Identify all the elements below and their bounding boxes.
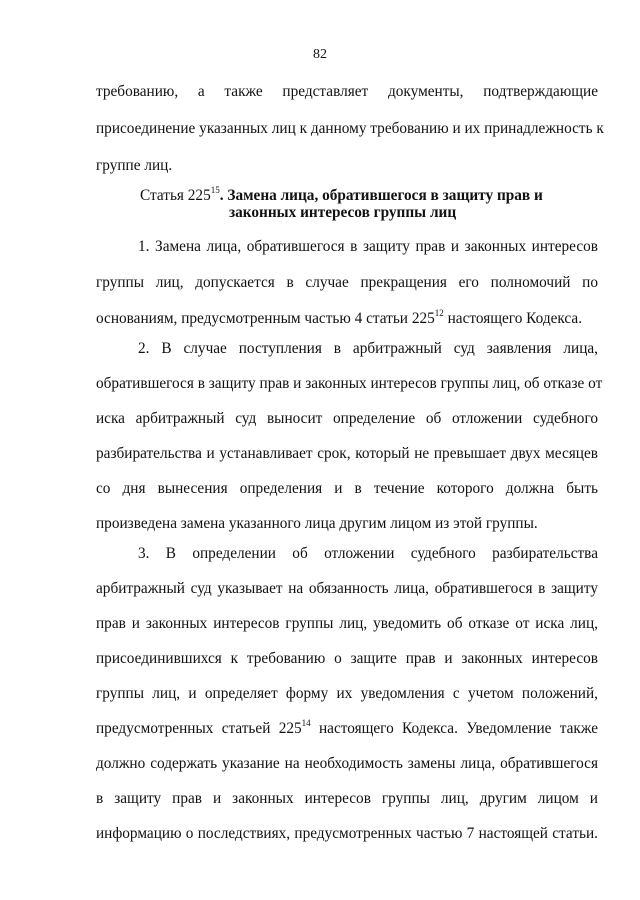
text-line: 3. В определении об отложении судебного разбирательства	[138, 545, 598, 562]
article-title-part-2: законных интересов группы лиц	[229, 204, 457, 221]
text-line: группе лиц.	[96, 157, 173, 174]
text-line: 2. В случае поступления в арбитражный суд заявления лица,	[138, 340, 598, 357]
article-heading	[96, 184, 598, 221]
page-number: 82	[313, 47, 327, 62]
article-prefix: Статья 225	[140, 187, 211, 204]
intro-paragraph	[96, 83, 604, 174]
text-line: обратившегося в защиту прав и законных интересов группы лиц, об отказе от	[96, 375, 603, 392]
text-fragment: предусмотренных статьей 225	[96, 720, 302, 737]
text-line: должно содержать указание на необходимость замены лица, обратившегося	[96, 755, 598, 772]
text-fragment: основаниям, предусмотренным частью 4 статьи 225	[96, 310, 435, 327]
superscript: 14	[301, 717, 311, 728]
text-line: 1. Замена лица, обратившегося в защиту прав и законных интересов	[138, 238, 598, 255]
superscript: 12	[434, 307, 444, 318]
text-fragment: настоящего Кодекса. Уведомление также	[310, 720, 599, 737]
text-line: группы лиц, допускается в случае прекращения его полномочий по	[96, 274, 598, 291]
text-line: прав и законных интересов группы лиц, уведомить об отказе от иска лиц,	[96, 615, 598, 632]
text-line: произведена замена указанного лица другим лицом из этой группы.	[96, 515, 538, 532]
text-line	[96, 717, 599, 737]
article-number-superscript: 15	[210, 184, 220, 195]
paragraph-2	[96, 340, 603, 532]
paragraph-1	[96, 238, 598, 327]
paragraph-3	[96, 545, 598, 842]
article-heading-line-1	[96, 184, 598, 204]
article-title-part-1: . Замена лица, обратившегося в защиту прав и	[219, 187, 543, 204]
text-line: группы лиц, и определяет форму их уведомления с учетом положений,	[96, 685, 598, 702]
text-line: присоединившихся к требованию о защите прав и законных интересов	[96, 650, 598, 667]
text-fragment: настоящего Кодекса.	[443, 310, 583, 327]
text-line: разбирательства и устанавливает срок, который не превышает двух месяцев	[96, 445, 598, 462]
text-line: информацию о последствиях, предусмотренных частью 7 настоящей статьи.	[96, 825, 598, 842]
text-line: присоединение указанных лиц к данному требованию и их принадлежность к	[96, 120, 604, 137]
text-line: арбитражный суд указывает на обязанность лица, обратившегося в защиту	[96, 580, 598, 597]
text-line: требованию, а также представляет документы, подтверждающие	[96, 83, 598, 100]
text-line: в защиту прав и законных интересов группы лиц, другим лицом и	[96, 790, 598, 807]
text-line	[96, 307, 598, 327]
text-line: иска арбитражный суд выносит определение об отложении судебного	[96, 410, 598, 427]
text-line: со дня вынесения определения и в течение которого должна быть	[96, 480, 598, 497]
